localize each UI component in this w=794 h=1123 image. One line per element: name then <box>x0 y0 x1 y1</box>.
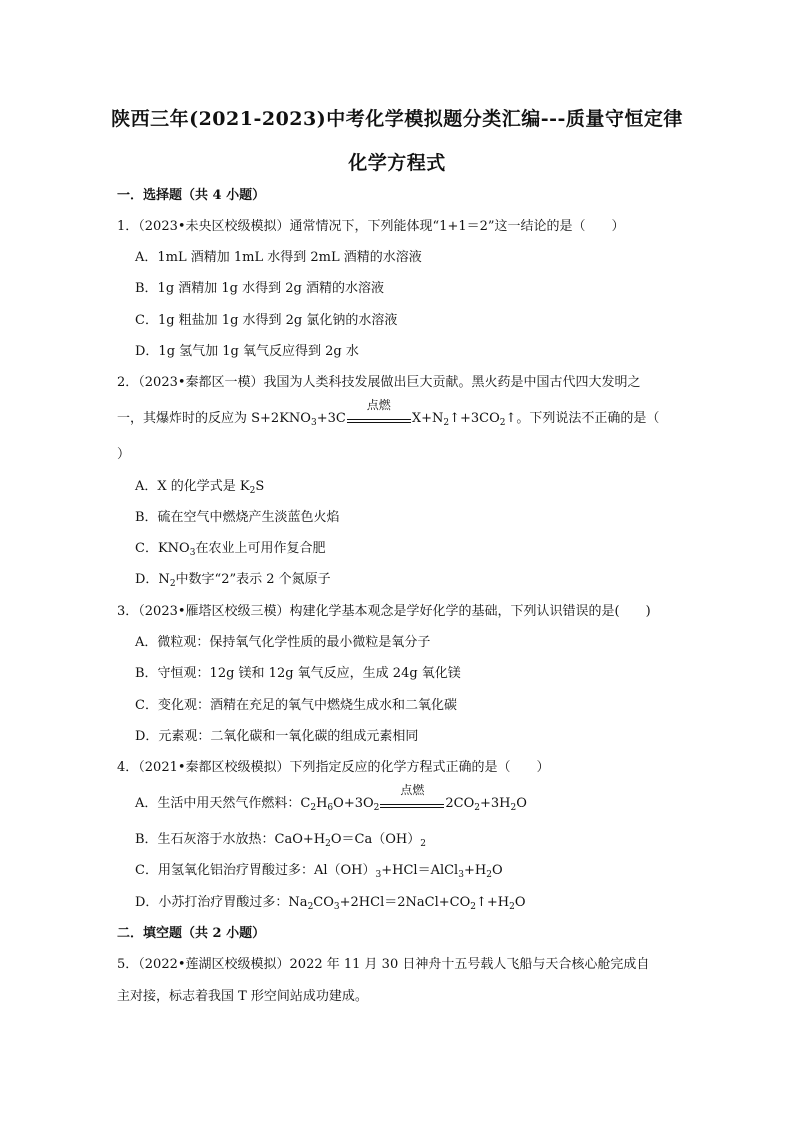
subscript: 2 <box>420 839 426 849</box>
text: O+3O <box>333 796 374 811</box>
reaction-condition-arrow <box>380 783 444 813</box>
subscript: 3 <box>310 418 317 428</box>
text: O <box>514 895 526 910</box>
question-1-option-c: C．1g 粗盐加 1g 水得到 2g 氯化钠的水溶液 <box>135 313 398 328</box>
text: O <box>516 796 527 811</box>
question-2-option-b: B．硫在空气中燃烧产生淡蓝色火焰 <box>135 510 340 525</box>
text: +HCl＝AlCl <box>381 863 459 878</box>
subscript: 2 <box>373 803 380 813</box>
doc-title: 陕西三年(2021-2023)中考化学模拟题分类汇编---质量守恒定律 <box>111 108 683 130</box>
question-2-option-a <box>135 478 264 496</box>
text: 中数字“2”表示 2 个氮原子 <box>175 572 331 587</box>
text: D．小苏打治疗胃酸过多：Na <box>135 895 308 910</box>
question-1-option-a: A．1mL 酒精加 1mL 水得到 2mL 酒精的水溶液 <box>135 250 422 265</box>
text: CO <box>313 895 334 910</box>
subscript: 2 <box>486 870 492 880</box>
text: +2HCl＝2NaCl+CO <box>339 895 471 910</box>
text: +3H <box>480 796 511 811</box>
question-3-option-a: A．微粒观：保持氧气化学性质的最小微粒是氧分子 <box>135 635 431 650</box>
text: ↑+3CO <box>449 411 500 426</box>
subscript: 2 <box>470 902 476 912</box>
subscript: 2 <box>474 803 480 813</box>
text: A．生活中用天然气作燃料：C <box>135 796 311 811</box>
question-1-stem: 1．（2023•未央区校级模拟）通常情况下，下列能体现“1+1＝2”这一结论的是（ ） <box>117 219 625 234</box>
text: X+N <box>411 411 444 426</box>
question-4-option-c <box>135 862 503 880</box>
subscript: 2 <box>169 579 176 589</box>
section-heading-choice: 一．选择题（共 4 小题） <box>117 188 266 203</box>
question-5-stem-line1: 5．（2022•莲湖区校级模拟）2022 年 11 月 30 日神舟十五号载人飞船与天合核心舱完成自 <box>117 957 650 972</box>
subscript: 2 <box>307 902 314 912</box>
question-5-stem-line2: 主对接，标志着我国 T 形空间站成功建成。 <box>117 989 368 1004</box>
question-3-stem: 3．（2023•雁塔区校级三模）构建化学基本观念是学好化学的基础，下列认识错误的是( ) <box>117 604 651 619</box>
subscript: 3 <box>189 548 196 558</box>
question-3-option-d: D．元素观：二氧化碳和一氧化碳的组成元素相同 <box>135 729 419 744</box>
reaction-condition-arrow <box>347 398 411 428</box>
subscript: 2 <box>510 803 517 813</box>
text: ↑。下列说法不正确的是（ <box>505 411 660 426</box>
text: D．N <box>135 572 170 587</box>
subscript: 2 <box>509 902 515 912</box>
question-4-option-b <box>135 831 426 849</box>
question-4-stem: 4．（2021•秦都区校级模拟）下列指定反应的化学方程式正确的是（ ） <box>117 760 550 775</box>
subscript: 3 <box>333 902 340 912</box>
question-2-stem-line3: ） <box>117 447 131 462</box>
text: S <box>255 479 265 494</box>
question-3-option-b: B．守恒观：12g 镁和 12g 氧气反应，生成 24g 氧化镁 <box>135 666 461 681</box>
subscript: 2 <box>499 418 506 428</box>
text: 在农业上可用作复合肥 <box>195 541 326 556</box>
text: H <box>316 796 328 811</box>
subscript: 3 <box>375 870 382 880</box>
text: 2CO <box>445 796 475 811</box>
question-1-option-d: D．1g 氢气加 1g 氧气反应得到 2g 水 <box>135 344 359 359</box>
subscript: 6 <box>327 803 334 813</box>
subscript: 2 <box>443 418 450 428</box>
text: A．X 的化学式是 K <box>135 479 250 494</box>
question-1-option-b: B．1g 酒精加 1g 水得到 2g 酒精的水溶液 <box>135 281 384 296</box>
question-2-stem-line1: 2．（2023•秦都区一模）我国为人类科技发展做出巨大贡献。黑火药是中国古代四大发明之 <box>117 375 641 390</box>
question-3-option-c: C．变化观：酒精在充足的氧气中燃烧生成水和二氧化碳 <box>135 698 457 713</box>
text: 一，其爆炸时的反应为 S+2KNO <box>117 411 311 426</box>
question-2-option-c <box>135 540 325 558</box>
question-4-option-a <box>135 783 527 813</box>
text: O <box>491 863 503 878</box>
text: C．用氢氧化铝治疗胃酸过多：Al（OH） <box>135 863 376 878</box>
question-2-stem-line2 <box>117 398 660 428</box>
text: C．KNO <box>135 541 190 556</box>
question-2-option-d <box>135 571 331 589</box>
subscript: 3 <box>458 870 464 880</box>
section-heading-fill-in: 二．填空题（共 2 小题） <box>117 926 266 941</box>
text: ↑+H <box>475 895 510 910</box>
doc-subtitle: 化学方程式 <box>348 152 446 174</box>
subscript: 2 <box>310 803 317 813</box>
text: +3C <box>316 411 346 426</box>
question-4-option-d <box>135 894 526 912</box>
subscript: 2 <box>249 486 256 496</box>
text: O＝Ca（OH） <box>330 832 421 847</box>
reaction-condition-label: 点燃 <box>400 783 425 797</box>
text: B．生石灰溶于水放热：CaO+H <box>135 832 326 847</box>
reaction-condition-label: 点燃 <box>366 398 391 412</box>
subscript: 2 <box>325 839 331 849</box>
text: +H <box>463 863 487 878</box>
